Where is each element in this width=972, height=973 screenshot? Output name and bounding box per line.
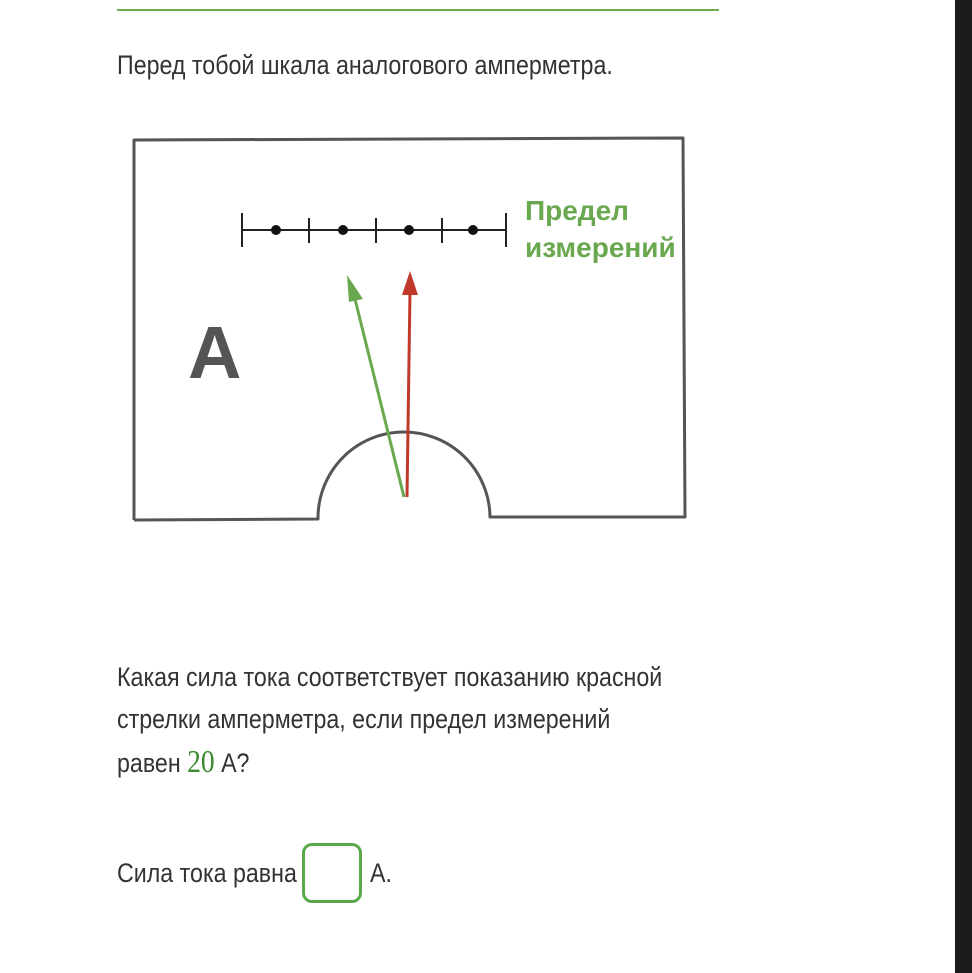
- limit-label-line2: измерений: [525, 232, 676, 263]
- scale-dot: [271, 225, 281, 235]
- answer-label-after: А.: [370, 857, 393, 888]
- ammeter-scale-diagram: [120, 125, 710, 535]
- question-part1: Какая сила тока соответствует показанию красной стрелки амперметра, если предел измерений равен: [117, 662, 663, 778]
- scale-dot: [468, 225, 478, 235]
- green-needle: [354, 295, 404, 497]
- scale-dot: [404, 225, 414, 235]
- meter-letter: A: [188, 311, 242, 394]
- red-needle-arrowhead: [402, 271, 418, 295]
- scale-dot: [338, 225, 348, 235]
- right-edge-bar: [955, 0, 972, 973]
- limit-label-line1: Предел: [525, 195, 629, 226]
- red-needle: [407, 291, 410, 497]
- answer-label-before: Сила тока равна: [117, 857, 297, 888]
- limit-value: 20: [187, 743, 215, 779]
- answer-row: [117, 840, 396, 906]
- ammeter-figure: [120, 125, 710, 535]
- green-needle-arrowhead: [347, 275, 363, 302]
- top-divider: [117, 9, 719, 11]
- answer-input[interactable]: [302, 843, 362, 903]
- question-part2: А?: [214, 748, 250, 778]
- question-text: [117, 656, 667, 784]
- intro-text: Перед тобой шкала аналогового амперметра.: [117, 50, 613, 80]
